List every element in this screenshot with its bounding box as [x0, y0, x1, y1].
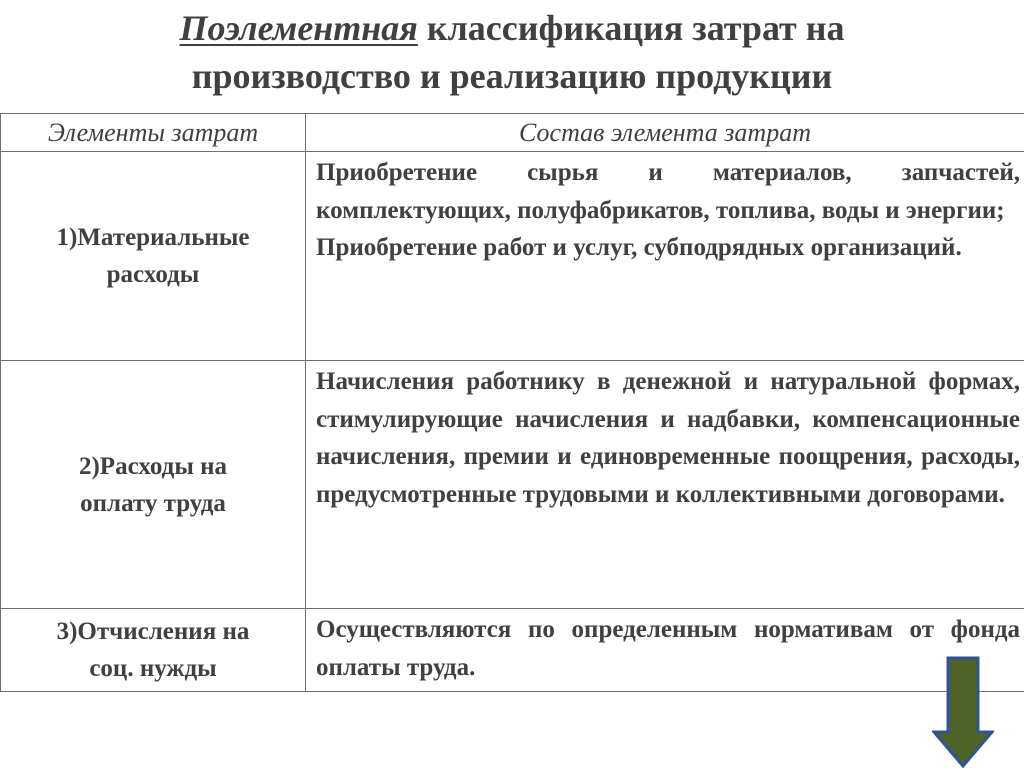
element-material-costs [1, 152, 306, 361]
title-line-1 [0, 4, 1024, 52]
element-label-line2: оплату труда [80, 489, 226, 517]
table-row [1, 609, 1024, 692]
element-label-line2: соц. нужды [89, 655, 217, 682]
composition-text: Начисления работнику в денежной и натуральной формах, стимулирующие начисления и надбавки, компенсационные начисления, премии и единовременные поощрения, расходы, предусмотренные трудовыми и коллективными договорами. [316, 368, 1020, 508]
down-arrow-icon[interactable] [932, 656, 994, 768]
element-label-line1: 3)Отчисления на [56, 618, 250, 645]
cost-classification-table [0, 113, 1024, 692]
table-row [1, 152, 1024, 361]
element-label-line1: 2)Расходы на [78, 452, 227, 480]
element-labor-costs [1, 361, 306, 609]
composition-text: Приобретение сырья и материалов, запчастей, комплектующих, полуфабрикатов, топлива, воды и энергии; [316, 159, 1020, 224]
title-rest: классификация затрат на [417, 8, 845, 48]
composition-text: Приобретение работ и услуг, субподрядных организаций. [316, 234, 962, 261]
composition-text: Осуществляются по определенным нормативам от фонда оплаты труда. [316, 616, 1020, 681]
table-row [1, 361, 1024, 609]
header-elements: Элементы затрат [1, 114, 306, 152]
title-line-2: производство и реализацию продукции [191, 56, 833, 96]
element-label-line1: 1)Материальные [56, 224, 250, 251]
header-composition: Состав элемента затрат [306, 114, 1024, 152]
composition-labor-costs [306, 361, 1024, 609]
element-social-contributions [1, 609, 306, 692]
composition-material-costs [306, 152, 1024, 361]
table-header-row [1, 114, 1024, 152]
slide-title [0, 4, 1024, 100]
composition-social-contributions [306, 609, 1024, 692]
title-highlight: Поэлементная [179, 8, 418, 48]
element-label-line2: расходы [106, 261, 200, 288]
